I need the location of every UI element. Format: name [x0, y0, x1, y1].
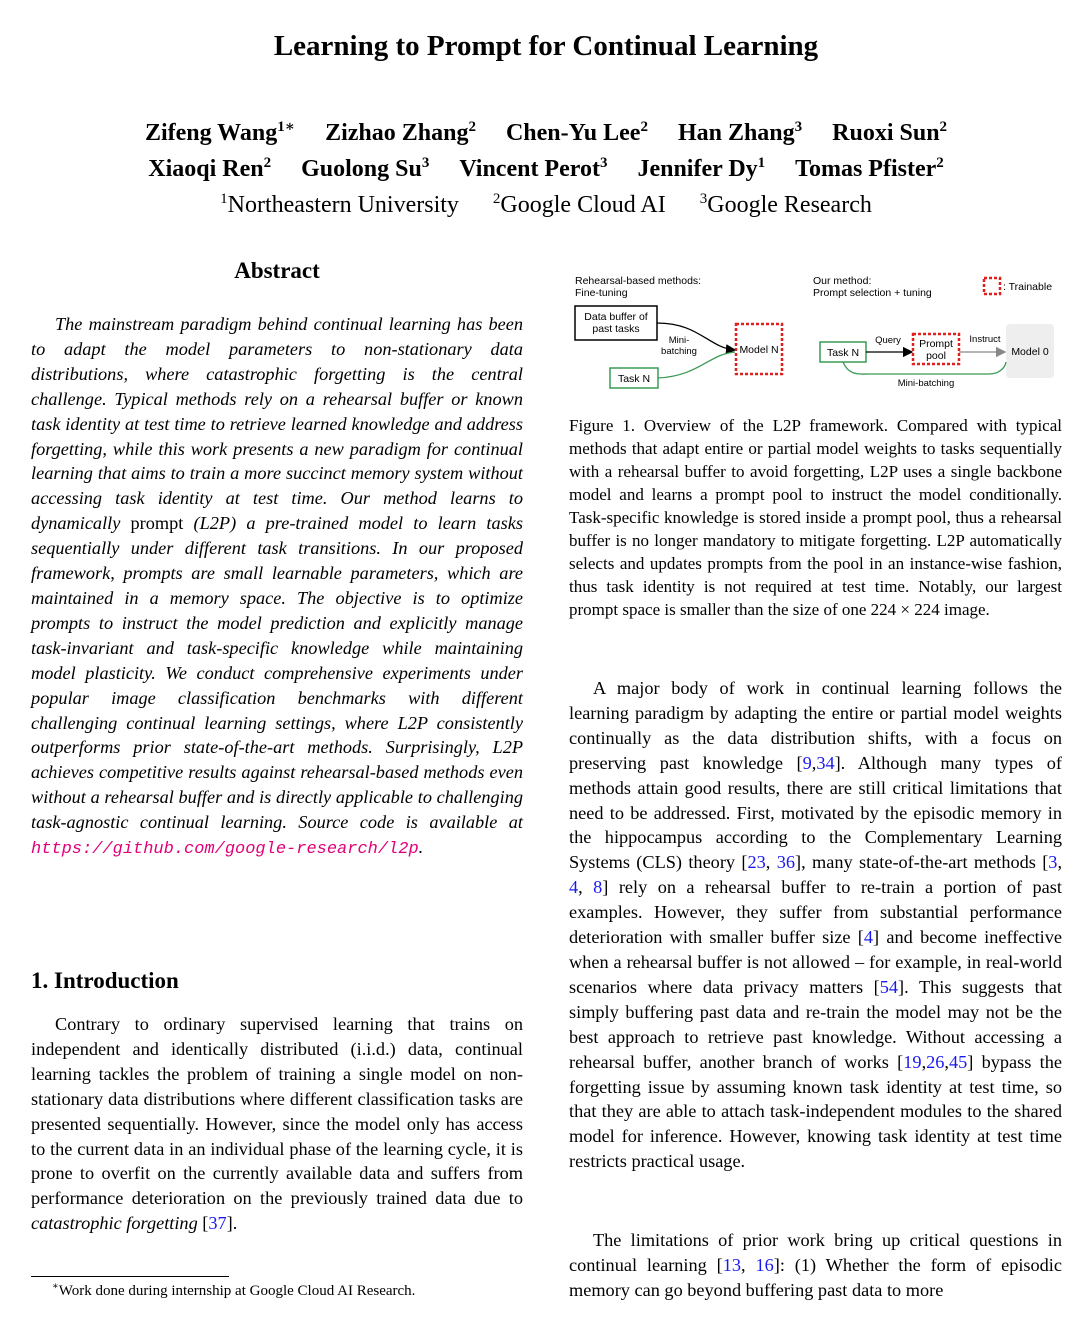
author: Han Zhang$^3$	[677, 119, 803, 146]
citation-link[interactable]: 13	[722, 1254, 742, 1275]
citation-link[interactable]: 16	[755, 1254, 774, 1275]
mini-label-1: Mini-	[668, 335, 690, 346]
model-n-label: Model N	[739, 344, 779, 356]
figure-caption: Figure 1. Overview of the L2P framework. Compared with typical methods that adapt entire or partial model weights to tasks sequentially with a rehearsal buffer to avoid forgetting, L2P uses a single backbone model and learns a prompt pool to instruct the model conditionally. Task-specific knowledge is stored inside a prompt pool, thus a rehearsal buffer is no longer mandatory to mitigate forgetting. L2P automatically selects and updates prompts from the pool in an instance-wise fashion, thus task identity is not required at test time. Notably, our largest prompt space is smaller than the size of one 224 × 224 image.	[569, 416, 1062, 619]
section-heading-introduction: 1. Introduction	[31, 968, 179, 993]
body-paragraph: The limitations of prior work bring up critical questions in continual learning [13, 16]: (1) Whether the form of episodic memory can go beyond buffering past data to more	[569, 1230, 1063, 1300]
author-line-2	[0, 148, 1092, 184]
citation-link[interactable]: 3	[1048, 852, 1058, 873]
citation-link[interactable]: 8	[593, 877, 603, 898]
query-label: Query	[875, 335, 901, 346]
paper-title: Learning to Prompt for Continual Learning	[273, 30, 819, 62]
author: Xiaoqi Ren$^2$	[148, 155, 272, 182]
citation-link[interactable]: 37	[208, 1213, 227, 1234]
footnote-rule	[31, 1276, 229, 1277]
buffer-label-2: past tasks	[592, 323, 640, 335]
author: Zifeng Wang$^{1∗}$	[144, 119, 296, 146]
right-title-1: Our method:	[813, 275, 872, 287]
citation-link[interactable]: 54	[879, 976, 899, 997]
abstract-text: The mainstream paradigm behind continual learning has been to adapt the model parameters to non-stationary data distributions, where catastrophic forgetting is the central challenge. Typical methods rely on a rehearsal buffer or known task identity at test time to retrieve learned knowledge and address forgetting, while this work presents a new paradigm for continual learning that aims to train a more succinct memory system without accessing task identity at test time. Our method learns to dynamically prompt (L2P) a pre-trained model to learn tasks sequentially under different task transitions. In our proposed framework, prompts are small learnable parameters, which are maintained in a memory space. The objective is to optimize prompts to instruct the model prediction and explicitly manage task-invariant and task-specific knowledge while maintaining model plasticity. We conduct comprehensive experiments under popular image classification benchmarks with different challenging continual learning settings, where L2P consistently outperforms prior state-of-the-art methods. Surprisingly, L2P achieves competitive results against rehearsal-based methods even without a rehearsal buffer and is directly applicable to challenging task-agnostic continual learning. Source code is available at https://github.com/google-research/l2p.	[31, 314, 523, 860]
right-column	[569, 258, 1063, 1300]
author: Chen-Yu Lee$^2$	[505, 119, 648, 146]
right-title-2: Prompt selection + tuning	[813, 287, 932, 299]
left-title-2: Fine-tuning	[575, 287, 628, 299]
affiliation: $^1$Northeastern University	[220, 191, 459, 218]
mini-label-2: batching	[661, 346, 697, 357]
trainable-legend-box	[984, 278, 1000, 294]
footnote: ∗Work done during internship at Google Cloud AI Research.	[52, 1281, 416, 1299]
author: Zizhao Zhang$^2$	[325, 119, 476, 146]
trainable-legend-label: : Trainable	[1003, 281, 1053, 293]
citation-link[interactable]: 19	[903, 1051, 922, 1072]
intro-paragraph: Contrary to ordinary supervised learning that trains on independent and identically distributed (i.i.d.) data, continual learning tackles the problem of training a single model on non-stationary data distributions where different classification tasks are presented sequentially. However, since the model only has access to the current data in an individual phase of the learning cycle, it is prone to overfit on the currently available data and suffers from performance deterioration on the previously trained data due to catastrophic forgetting [37].	[31, 1014, 523, 1234]
task-n-label-right: Task N	[826, 347, 860, 359]
author: Ruoxi Sun$^2$	[832, 119, 948, 146]
citation-link[interactable]: 4	[863, 927, 874, 948]
citation-link[interactable]: 4	[569, 877, 579, 898]
figure-diagram	[569, 258, 1062, 400]
affiliation: $^3$Google Research	[699, 191, 872, 218]
mini-batching-label: Mini-batching	[897, 378, 955, 389]
citation-link[interactable]: 34	[816, 752, 835, 773]
citation-link[interactable]: 36	[776, 852, 795, 873]
figure-1	[569, 258, 1062, 400]
instruct-label: Instruct	[969, 334, 1001, 345]
prompt-word: prompt	[130, 513, 184, 534]
citation-link[interactable]: 26	[926, 1051, 945, 1072]
affiliations	[0, 184, 1092, 220]
abstract-heading: Abstract	[234, 258, 320, 283]
citation-link[interactable]: 9	[802, 752, 812, 773]
citation-link[interactable]: 23	[747, 852, 766, 873]
prompt-pool-label-2: pool	[926, 350, 946, 362]
prompt-pool-label-1: Prompt	[919, 338, 953, 350]
buffer-label-1: Data buffer of	[584, 311, 648, 323]
author: Jennifer Dy$^1$	[637, 155, 766, 182]
source-code-link[interactable]: https://github.com/google-research/l2p	[31, 840, 419, 860]
left-title-1: Rehearsal-based methods:	[575, 275, 702, 287]
task-n-label-left: Task N	[617, 373, 651, 385]
author: Guolong Su$^3$	[301, 155, 430, 182]
affiliation: $^2$Google Cloud AI	[492, 191, 666, 218]
author: Tomas Pfister$^2$	[795, 155, 944, 182]
author: Vincent Perot$^3$	[459, 155, 608, 182]
emphasis: catastrophic forgetting	[31, 1213, 198, 1234]
model-0-label: Model 0	[1011, 346, 1049, 358]
left-column	[31, 258, 523, 1234]
author-line-1	[0, 112, 1092, 148]
citation-link[interactable]: 45	[949, 1051, 968, 1072]
author-block	[0, 112, 1092, 220]
body-paragraph: A major body of work in continual learning follows the learning paradigm by adapting the entire or partial model weights continually as the data distribution shifts, with a focus on preserving past knowledge [9,34]. Although many types of methods attain good results, there are still critical limitations that need to be addressed. First, motivated by the episodic memory in the hippocampus according to the Complementary Learning Systems (CLS) theory [23, 36], many state-of-the-art methods [3, 4, 8] rely on a rehearsal buffer to re-train a portion of past examples. However, they suffer from substantial performance deterioration with smaller buffer size [4] and become ineffective when a rehearsal buffer is not allowed – for example, in real-world scenarios where data privacy matters [54]. This suggests that simply buffering past data and re-train the model may not be the best approach to retrieve past knowledge. Without accessing a rehearsal buffer, another branch of works [19,26,45] bypass the forgetting issue by assuming known task identity at test time, so that they are able to attach task-independent modules to the shared model for inference. However, knowing task identity at test time restricts practical usage.	[569, 678, 1063, 1172]
